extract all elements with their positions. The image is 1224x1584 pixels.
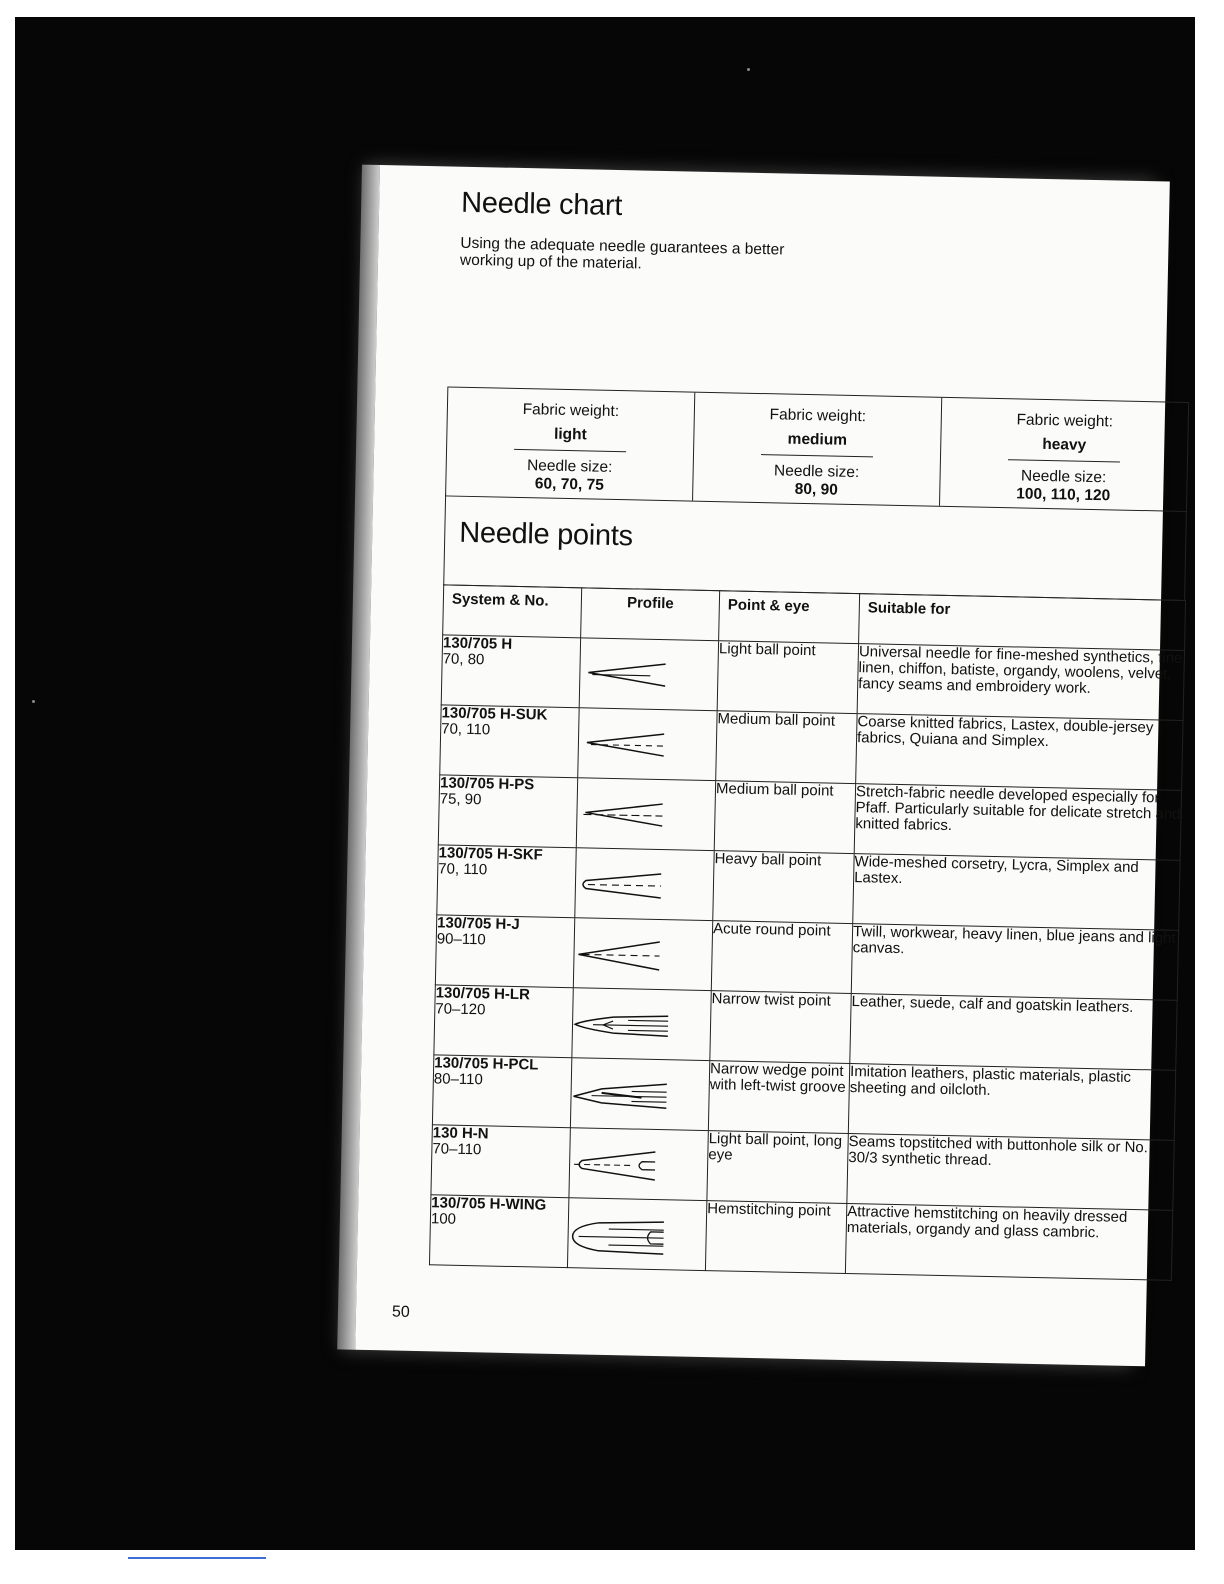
divider — [514, 449, 626, 452]
column-header-profile: Profile — [581, 588, 720, 641]
system-code: 130/705 H — [442, 634, 513, 653]
system-code: 130/705 H-J — [436, 914, 520, 934]
point-eye-cell: Heavy ball point — [713, 851, 854, 924]
profile-cell — [573, 918, 712, 991]
needle-sizes: 70, 110 — [441, 720, 491, 739]
fabric-weight-light — [446, 387, 695, 500]
column-header-suitable: Suitable for — [859, 594, 1186, 651]
system-code: 130/705 H-SKF — [438, 844, 543, 864]
point-eye-cell: Acute round point — [711, 921, 852, 994]
profile-cell — [576, 778, 715, 851]
needle-size-label: Needle size: — [1020, 467, 1107, 487]
page-number: 50 — [391, 1303, 410, 1321]
system-cell — [441, 635, 580, 708]
needle-profile-icon — [573, 1006, 674, 1044]
profile-cell — [567, 1198, 706, 1271]
needle-sizes: 70, 80 — [442, 650, 485, 669]
point-eye-cell: Hemstitching point — [705, 1201, 846, 1274]
needle-points-header — [443, 494, 1187, 601]
needle-size-label: Needle size: — [526, 457, 613, 476]
system-code: 130 H-N — [432, 1124, 489, 1143]
needle-profile-icon — [574, 936, 665, 974]
fabric-weight-label: Fabric weight: — [769, 406, 867, 426]
needle-sizes: 80–110 — [433, 1070, 483, 1089]
system-cell — [440, 705, 579, 778]
suitable-for-cell: Seams topstitched with buttonhole silk or No. 30/3 synthetic thread. — [847, 1134, 1174, 1211]
fabric-weight-value: medium — [787, 430, 848, 449]
needle-sizes: 90–110 — [436, 930, 486, 949]
system-cell — [438, 775, 577, 848]
point-eye-cell: Medium ball point — [714, 781, 855, 854]
needle-profile-icon — [580, 656, 671, 694]
table-row — [429, 1195, 1172, 1281]
system-code: 130/705 H-LR — [435, 984, 531, 1004]
point-eye-cell: Medium ball point — [716, 711, 857, 784]
system-cell — [437, 845, 576, 918]
point-eye-cell: Narrow wedge point with left-twist groove — [708, 1061, 849, 1134]
fabric-weight-label: Fabric weight: — [1016, 411, 1114, 431]
intro-text: Using the adequate needle guarantees a better working up of the material. — [459, 234, 785, 273]
fabric-weight-label: Fabric weight: — [522, 401, 620, 421]
section-title: Needle points — [458, 516, 634, 553]
divider — [1008, 459, 1120, 462]
system-cell — [432, 1055, 571, 1128]
system-cell — [429, 1195, 568, 1268]
suitable-for-cell: Imitation leathers, plastic materials, plastic sheeting and oilcloth. — [848, 1064, 1175, 1141]
profile-cell — [579, 638, 718, 711]
profile-cell — [572, 988, 711, 1061]
scan-speck — [747, 68, 750, 71]
needle-points-table — [429, 584, 1186, 1280]
suitable-for-cell: Universal needle for fine-meshed synthetics, fine linen, chiffon, batiste, organdy, woolens, velvet, fancy seams and embroidery work. — [857, 644, 1184, 721]
suitable-for-cell: Coarse knitted fabrics, Lastex, double-jersey fabrics, Quiana and Simplex. — [856, 714, 1183, 791]
system-cell — [431, 1125, 570, 1198]
fabric-weight-heavy — [940, 398, 1188, 511]
fabric-weight-value: light — [553, 425, 587, 444]
suitable-for-cell: Leather, suede, calf and goatskin leathers. — [850, 994, 1177, 1071]
needle-sizes: 70–110 — [432, 1140, 482, 1159]
suitable-for-cell: Attractive hemstitching on heavily dressed materials, organdy and glass cambric. — [845, 1204, 1172, 1281]
point-eye-cell: Light ball point, long eye — [707, 1131, 848, 1204]
system-code: 130/705 H-PCL — [434, 1054, 539, 1074]
needle-profile-icon — [571, 1076, 672, 1114]
suitable-for-cell: Wide-meshed corsetry, Lycra, Simplex and Lastex. — [853, 854, 1180, 931]
point-eye-cell: Light ball point — [717, 641, 858, 714]
needle-profile-icon — [568, 1216, 669, 1258]
needle-profile-icon — [570, 1146, 661, 1184]
profile-cell — [570, 1058, 709, 1131]
needle-sizes: 75, 90 — [439, 790, 482, 809]
needle-profile-icon — [577, 796, 668, 834]
needle-size-value: 60, 70, 75 — [534, 475, 604, 494]
needle-size-label: Needle size: — [773, 462, 860, 482]
page-title: Needle chart — [460, 186, 623, 223]
system-cell — [434, 985, 573, 1058]
needle-size-value: 100, 110, 120 — [1016, 485, 1111, 505]
fabric-weight-medium — [693, 393, 942, 506]
suitable-for-cell: Stretch-fabric needle developed especially for Pfaff. Particularly suitable for delicate stretch and knitted fabrics. — [854, 784, 1181, 861]
profile-cell — [575, 848, 714, 921]
fabric-weight-value: heavy — [1042, 435, 1087, 454]
profile-cell — [578, 708, 717, 781]
needle-profile-icon — [576, 866, 667, 904]
scan-speck — [32, 700, 35, 703]
scan-edge-line — [128, 1557, 266, 1559]
column-header-system: System & No. — [443, 585, 582, 638]
needle-profile-icon — [579, 726, 670, 764]
divider — [761, 454, 873, 457]
needle-sizes: 70–120 — [435, 1000, 486, 1019]
system-code: 130/705 H-SUK — [441, 704, 548, 724]
needle-sizes: 100 — [430, 1210, 457, 1228]
needle-size-value: 80, 90 — [794, 480, 839, 499]
column-header-point: Point & eye — [719, 591, 860, 644]
suitable-for-cell: Twill, workwear, heavy linen, blue jeans and light canvas. — [851, 924, 1178, 1001]
system-code: 130/705 H-WING — [431, 1194, 547, 1214]
system-cell — [435, 915, 574, 988]
needle-sizes: 70, 110 — [438, 860, 488, 879]
system-code: 130/705 H-PS — [439, 774, 535, 794]
profile-cell — [569, 1128, 708, 1201]
manual-page — [355, 165, 1183, 1366]
point-eye-cell: Narrow twist point — [710, 991, 851, 1064]
fabric-weight-table — [445, 386, 1189, 512]
